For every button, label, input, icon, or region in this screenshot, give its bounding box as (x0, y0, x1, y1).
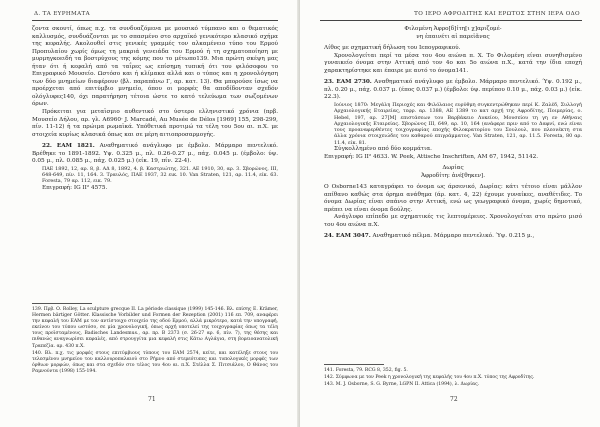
header-rule (32, 20, 278, 21)
inscription-line: νη ἐπαινέτι αἰ παρεἰᾶνας (416, 33, 490, 40)
paragraph: Πρόκειται για μεταϊσμιο αυθεντικό στο ύστερο ελληνιστικό χρόνια (πρβ. Μουσείο Δήλου, αρ. γλ. Α6960· J. Marcadé, Au Musée de Délos [1969] 155, 298-299, πίν. 11-12) ή τα πρώιμα ρωμαϊκά. Υπόθετικά προτιμώ τα τέλη του 5ου αι. π.Χ. με στοιχεία κυρίως κλασικά όπως και σε μέρη αιτιοπροσαρμογής. (32, 109, 278, 138)
page-number: 71 (148, 396, 156, 403)
footnote: 142. Σύμφωνα με τον Peek η χρονολογική της κεφαλής του 4ου π.Χ. τύπος της Αφροδίτης. (324, 375, 535, 381)
footnote: 140. Βλ. π.χ. τις μορφές στους επιτύμβιους τύπους του ΕΑΜ 2574, κείτε, και κατέληξε στους του τελεσμένου μνημείου του καλλουροπαλαιού στο Ρήμνο από στερεότυπες και τυπολογικές μορφές των όρθιων μορφών, όπως και στα σχεδόν στο τέλος του 4ου αι. π.Χ. Στέλλα Σ. Πιτσιάλου, Ο Θάνος του Ραμνούντα (1998) 155-194. (32, 350, 278, 374)
footnotes (324, 368, 582, 389)
entry-number: 22. ΕΑΜ 1821. (42, 143, 95, 150)
paragraph: Λίθος με σχηματική δήλωση του Ιεπογραφικού. (324, 45, 461, 52)
catalogue-entry (324, 233, 582, 241)
footnote: 141. Foresta, 79. RCG 8, 352, fig. 5. (324, 368, 408, 373)
body-text (32, 26, 278, 192)
catalogue-entry (32, 143, 278, 166)
right-page (300, 0, 600, 427)
paragraph: Ανάγλυφο επίπεδο με σχηματικές τις λεπτομέρειες. Χρονολογείται στο πρώτο μισό του 4ου αιώνα π.Χ. (324, 214, 582, 228)
inscription-line: Δωρίας (442, 165, 464, 172)
running-header: ΤΟ ΙΕΡΟ ΑΦΡΟΔΙΤΗΣ ΚΑΙ ΕΡΩΤΟΣ ΣΤΗΝ ΙΕΡΑ ΟΔΟ (414, 11, 580, 17)
page-number: 72 (450, 396, 458, 403)
entry-epigraph: Επιγραφή: IG II² 4575. (42, 184, 108, 191)
entry-number: 23. ΕΑΜ 2730. (324, 79, 372, 86)
inscription-line: Φιλομένη Ἀφρο[δ]ίτη[ι χ]αριζομέ- (404, 26, 502, 32)
entry-note: Σύγκολλημένο από δύο κομμάτια. (334, 146, 432, 152)
entry-description: Αναθηματικό ανάγλυφο με έμβολο. Μάρμαρο πεντελικό. Ύψ. 0.192 μ., πλ. 0.20 μ., πάχ. 0.037 μ. (έπος 0.037 μ.) (έμβολο: ύψ. περίπου 0.10 μ., πάχ. 0.03 μ.) (είκ. 22.3). (324, 79, 582, 101)
footnote: 139. Πρβ. Ο. Rolley, La sculpture grecque II. La période classique (1999) 145-146. Βλ. επίσης E. Krämer, Hermen bärtiger Götter. Klassische Vorbilder und Formen der Rezeption (2001) 116 επ. 709, αναφέρει την κεφαλή του ΕΑΜ με τον αντίστοιχο στοιχείο της οδού Ερμού, αλλά μικρότερο, κατά την υπογραφή, εκείνου του τύπου ωστόσο, σε μία χρονολογική, όπως αρχή υποτελεί της τοιχογραφίας όπως τα τέλη τους προϊσταμένους, Badisches Landesmus., αρ. πρ. Β 2373 (σ. 26-27 αρ. 6, πίν. 7), της θέσης και πιθανώς αναγνωρίσει κεφαλές, από στρουγγίτα μια κεφαλή στις Κάτω Αγλάγια, στη βορειοανατολική Τραπεζία. αρ. 430 π.Χ. (32, 307, 278, 349)
entry-description: Αναθηματικό ανάγλυφο με έμβολο. Μάρμαρο πεντελικό. Βρέθηκε το 1891-1892. Υψ. 0.325 μ., πλ. 0.26-0.27 μ., πάχ. 0.045 μ. (έμβολο: ύψ. 0.05 μ., πλ. 0.085 μ., πάχ. 0.025 μ.) (είκ. 19, πίν. 22-4). (32, 143, 278, 165)
paragraph: Χρονολογείται περί τα μέσα του 4ου αιώνα π. Χ. Το Φιλομένη είναι συνηθισμένο γυναικείο όνομα στην Αττική από τον 4ο και 5ο αιώνα π.Χ., κατά την ίδια εποχή χαρακτηρίστηκε και έπαιρε με αυτό το όνομα141. (324, 52, 582, 74)
entry-epigraph: Επιγραφή: IG II² 4633. W. Peek, Attische Inschriften, AM 67, 1942, 51142. (324, 153, 539, 160)
inscription-line: Ἀφροδίτη: ἀνέ[θηκεν]. (420, 172, 486, 179)
footnote-rule (324, 364, 384, 365)
header-rule (320, 20, 582, 21)
paragraph: Ο Osborne143 καταγράφει το όνομα ως άρσενικό, Δωρίας: κάτι τέτοιο είναι μάλλον απίθανο καθώς στα όρημα ανάθημα (άρ. κατ. 4, 22) έχουμε γυναίκες, αναθέτιδες. Το όνομα Δωρίας είναι σπάνιο στην Αττική, ενώ ως γεωγραφικό όνομα, χωρίς δημοτικό, πρέπει να είναι όνομα δούλης. (324, 184, 582, 213)
entry-bibliography: ΠΑΕ 1892, 12, αρ. 8, β. ΑΔ 8, 1892, 4. β. Καστριώτης, 321. ΑΕ 1910, 30, αρ. 3. Σβορώνος, ΙΙΙ, 648-649, πίν. 11, 164. 3. Τραυλός, ΠΑΕ 1937, 32 εικ. 10. Van Straten, 121, αρ. 11.4, είκ. 63. Foresta, 79 αρ. 112, εικ. 79. (42, 165, 278, 185)
catalogue-entry (324, 79, 582, 102)
running-header: Δ. ΤΑ ΕΥΡΗΜΑΤΑ (34, 11, 91, 17)
paragraph: ζοντα σκουτί, όπως π.χ. τα συνδυαζόμενα με μουσικό τύμπανο και ο θεματικός καλλυσμός, συνδυάζονται με το σπασμένο στο αρχαϊκό γενικότερο κλασικό σχήμα της κεφαλής. Ακολουθεί στις γενικές γραμμές τον αλκαμένειο τύπο του Ερμού Προπυλαίου χωρίς όμως τη μακριά γενειάδα του Ερμού ή τη σχηματοποίηση με μυρμηγκοειδή τα βοστρύχους της κόμης που το μέτωπο139. Μια πρώτη σκέψη μας ήταν ότι ή κεφαλή από τα ταΐρες ως επίσημη τυπική ότι του φιλόσοφου το Επιγραφικό Μουσείο. Ωστόσο και ή κλίμακα αλλά και ο τύπος και η χρονολόγηση των δύο μνημείων διαφέρουν (βλ. παραπάνω Γ, αρ. κατ. 13). Θα μπορούσε ίσως να προέρχεται από επιτύμβιο μνημείο, όπου οι μορφές θα αποδίδονταν σχεδόν ολόγλυφες140, όχι παρατήρηση τέτοια ώστε το κατό τελεύωμα των σωζομένων όρων. (32, 26, 278, 108)
entry-number: 24. ΕΑΜ 3047. (324, 233, 371, 240)
body-text (324, 26, 582, 241)
entry-bibliography: Ιούνιος 1870: Μεγάλη Περιοχές και Φιλόλαιος ευρύθμη συγκεντρώθηκαν περί Κ. Ζαλέδ, Συλλογή Αρχαιολογικής Εταιρείας, τεφρ. αρ. 1388, ΑΕ 1389 το κατ αρχή της Αφροδίτης, Ποιμερίας, ο. Ηebel, 197, αρ. 27[Μ] επιστάσεων του Βαρβάκειο Λυκείου, Μουσείου τη γη εν Αθήναις Αρχαιολογικής Εταιρείας. Σβορώνος ΙΙΙ, 649, αρ. 10, 164 (ανάφερε πριν από το Δαφνί, ενώ είναι τους προαναφερθέντες τοιχογραφίας εποχής Φιλοκρατορίου του Σουλουλ, που πλεονέκτη στα άλλα χρόνια στοιχειώδες του καθαρού επιγράμματος. Van Straten, 121, αρ. 11.5. Foresta, 80 αρ. 11.4, είκ. 81. (334, 101, 582, 146)
footnotes (32, 307, 278, 376)
footnote-rule (32, 303, 92, 304)
entry-description: Αναθηματικό πέλμα. Μάρμαρο πεντελικό. Ύψ. 0.215 μ., (372, 233, 535, 240)
footnote: 143. M. J. Osborne, S. G. Byrne, LGPN II. Attica (1994), λ. Δωρίας. (324, 382, 480, 388)
